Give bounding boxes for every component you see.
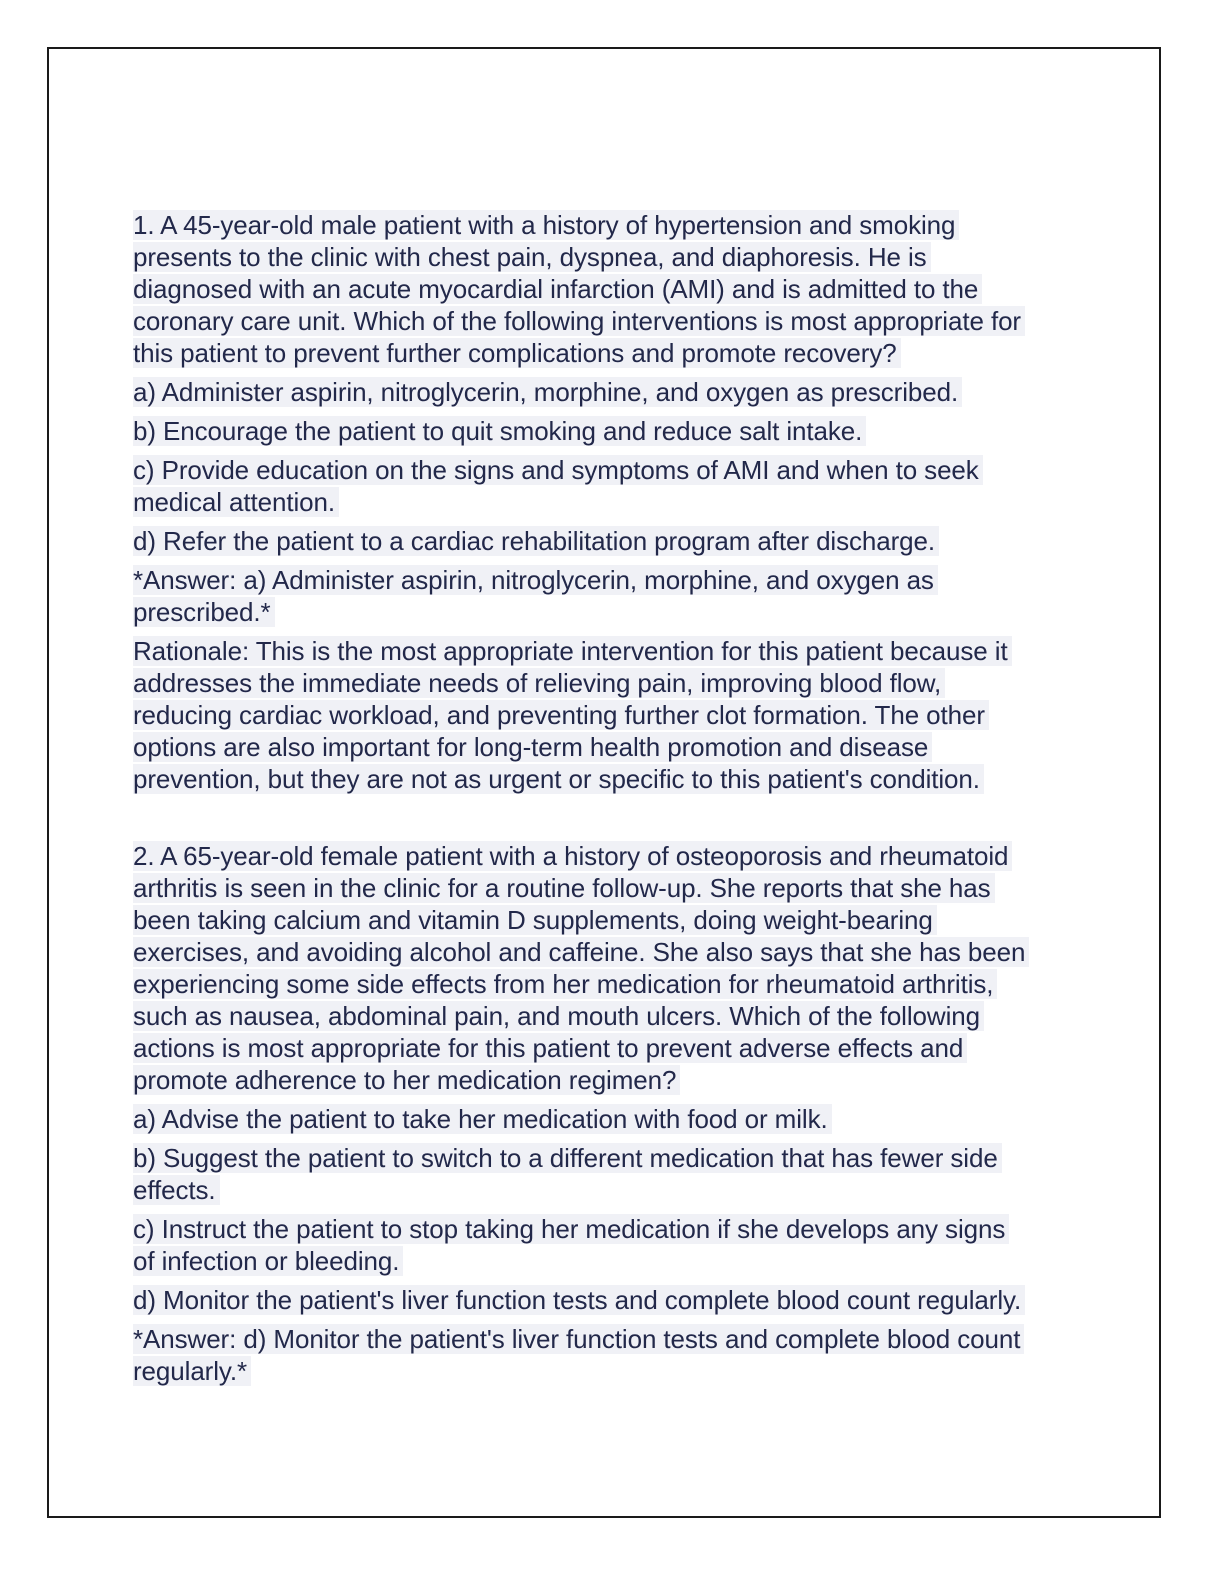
question-1-option-d: d) Refer the patient to a cardiac rehabilitation program after discharge. <box>133 525 1033 557</box>
question-2-option-c: c) Instruct the patient to stop taking her medication if she develops any signs of infection or bleeding. <box>133 1213 1033 1277</box>
question-2-option-d: d) Monitor the patient's liver function tests and complete blood count regularly. <box>133 1284 1033 1316</box>
question-2-stem: 2. A 65-year-old female patient with a history of osteoporosis and rheumatoid arthritis is seen in the clinic for a routine follow-up. She reports that she has been taking calcium and vitamin D supplements, doing weight-bearing exercises, and avoiding alcohol and caffeine. She also says that she has been experiencing some side effects from her medication for rheumatoid arthritis, such as nausea, abdominal pain, and mouth ulcers. Which of the following actions is most appropriate for this patient to prevent adverse effects and promote adherence to her medication regimen? <box>133 840 1033 1096</box>
document-body <box>133 209 1033 1394</box>
question-1-stem: 1. A 45-year-old male patient with a history of hypertension and smoking presents to the clinic with chest pain, dyspnea, and diaphoresis. He is diagnosed with an acute myocardial infarction (AMI) and is admitted to the coronary care unit. Which of the following interventions is most appropriate for this patient to prevent further complications and promote recovery? <box>133 209 1033 369</box>
question-1-option-b: b) Encourage the patient to quit smoking and reduce salt intake. <box>133 415 1033 447</box>
section-spacer <box>133 802 1033 840</box>
question-2-answer: *Answer: d) Monitor the patient's liver function tests and complete blood count regularly.* <box>133 1323 1033 1387</box>
question-1-answer: *Answer: a) Administer aspirin, nitroglycerin, morphine, and oxygen as prescribed.* <box>133 564 1033 628</box>
question-1-option-c: c) Provide education on the signs and symptoms of AMI and when to seek medical attention. <box>133 454 1033 518</box>
page-frame <box>47 47 1161 1518</box>
question-1-option-a: a) Administer aspirin, nitroglycerin, morphine, and oxygen as prescribed. <box>133 376 1033 408</box>
question-2-option-b: b) Suggest the patient to switch to a different medication that has fewer side effects. <box>133 1142 1033 1206</box>
question-1-rationale: Rationale: This is the most appropriate intervention for this patient because it addresses the immediate needs of relieving pain, improving blood flow, reducing cardiac workload, and preventing further clot formation. The other options are also important for long-term health promotion and disease prevention, but they are not as urgent or specific to this patient's condition. <box>133 635 1033 795</box>
question-2-option-a: a) Advise the patient to take her medication with food or milk. <box>133 1103 1033 1135</box>
